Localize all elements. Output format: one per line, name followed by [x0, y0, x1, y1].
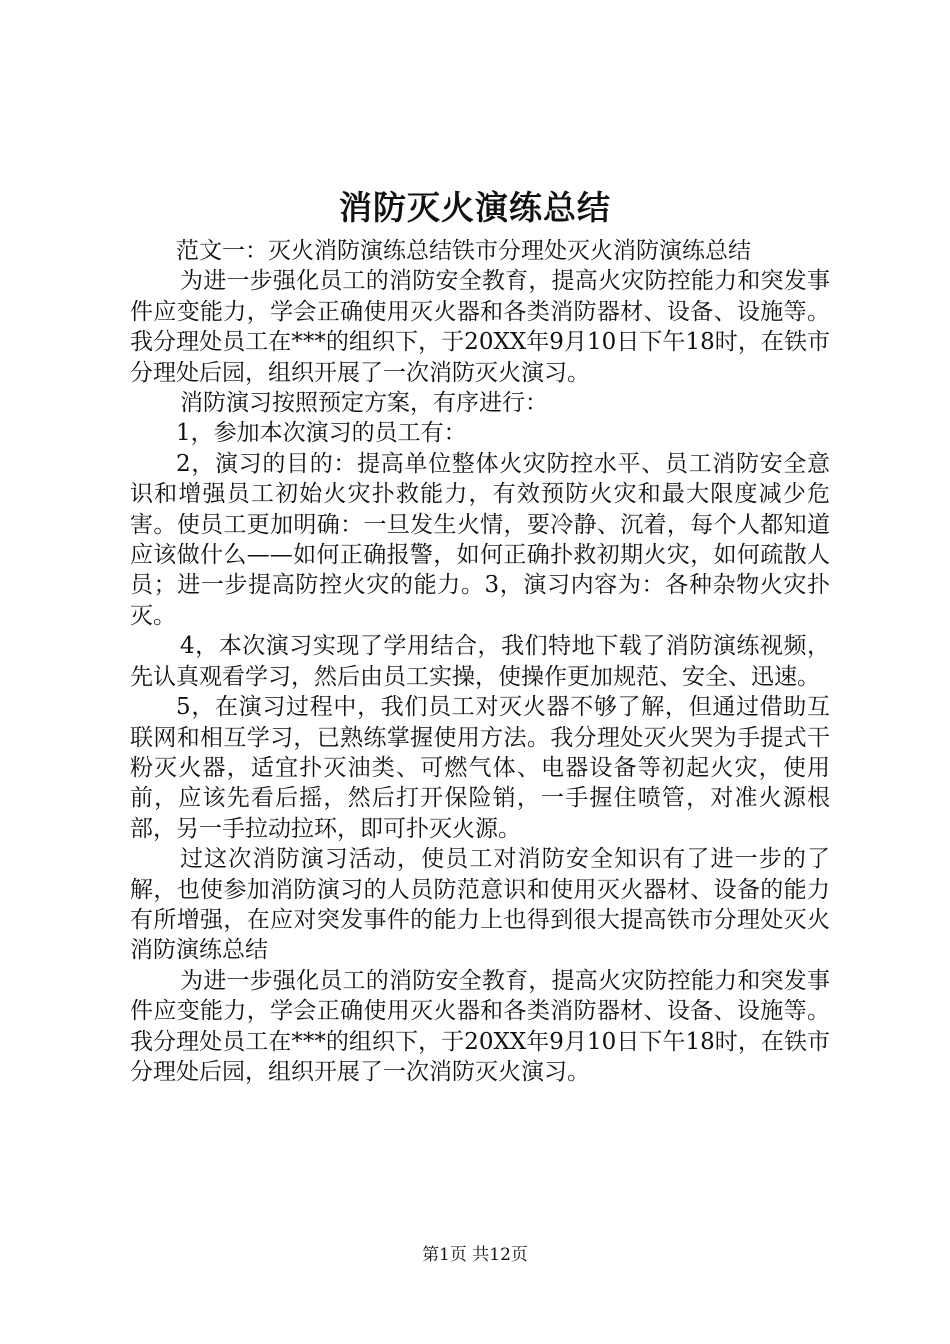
paragraph-6: 4，本次演习实现了学用结合，我们特地下载了消防演练视频，先认真观看学习，然后由员工实操，使操作更加规范、安全、迅速。	[130, 633, 830, 690]
paragraph-3: 消防演习按照预定方案，有序进行：	[180, 390, 548, 417]
paragraph-5: 2，演习的目的：提高单位整体火灾防控水平、员工消防安全意识和增强员工初始火灾扑救能力，有效预防火灾和最大限度减少危害。使员工更加明确：一旦发生火情，要冷静、沉着，每个人都知道应该做什么——如何正确报警，如何正确扑救初期火灾，如何疏散人员；进一步提高防控火灾的能力。3，演习内容为：各种杂物火灾扑灭。	[130, 450, 830, 629]
document-body	[130, 236, 830, 1087]
paragraph-4: 1，参加本次演习的员工有：	[176, 420, 467, 447]
paragraph-9: 为进一步强化员工的消防安全教育，提高火灾防控能力和突发事件应变能力，学会正确使用灭火器和各类消防器材、设备、设施等。我分理处员工在***的组织下，于20XX年9月10日下午18时，在铁市分理处后园，组织开展了一次消防灭火演习。	[130, 967, 830, 1085]
paragraph-7: 5，在演习过程中，我们员工对灭火器不够了解，但通过借助互联网和相互学习，已熟练掌握使用方法。我分理处灭火哭为手提式干粉灭火器，适宜扑灭油类、可燃气体、电器设备等初起火灾，使用前，应该先看后摇，然后打开保险销，一手握住喷管，对准火源根部，另一手拉动拉环，即可扑灭火源。	[130, 694, 830, 842]
document-title: 消防灭火演练总结	[339, 188, 611, 227]
page-footer: 第1页 共12页	[422, 1245, 528, 1265]
paragraph-2: 为进一步强化员工的消防安全教育，提高火灾防控能力和突发事件应变能力，学会正确使用灭火器和各类消防器材、设备、设施等。我分理处员工在***的组织下，于20XX年9月10日下午18时，在铁市分理处后园，组织开展了一次消防灭火演习。	[130, 268, 830, 386]
paragraph-1: 范文一：灭火消防演练总结铁市分理处灭火消防演练总结	[176, 238, 751, 264]
paragraph-8: 过这次消防演习活动，使员工对消防安全知识有了进一步的了解，也使参加消防演习的人员防范意识和使用灭火器材、设备的能力有所增强，在应对突发事件的能力上也得到很大提高铁市分理处灭火消防演练总结	[130, 846, 830, 964]
